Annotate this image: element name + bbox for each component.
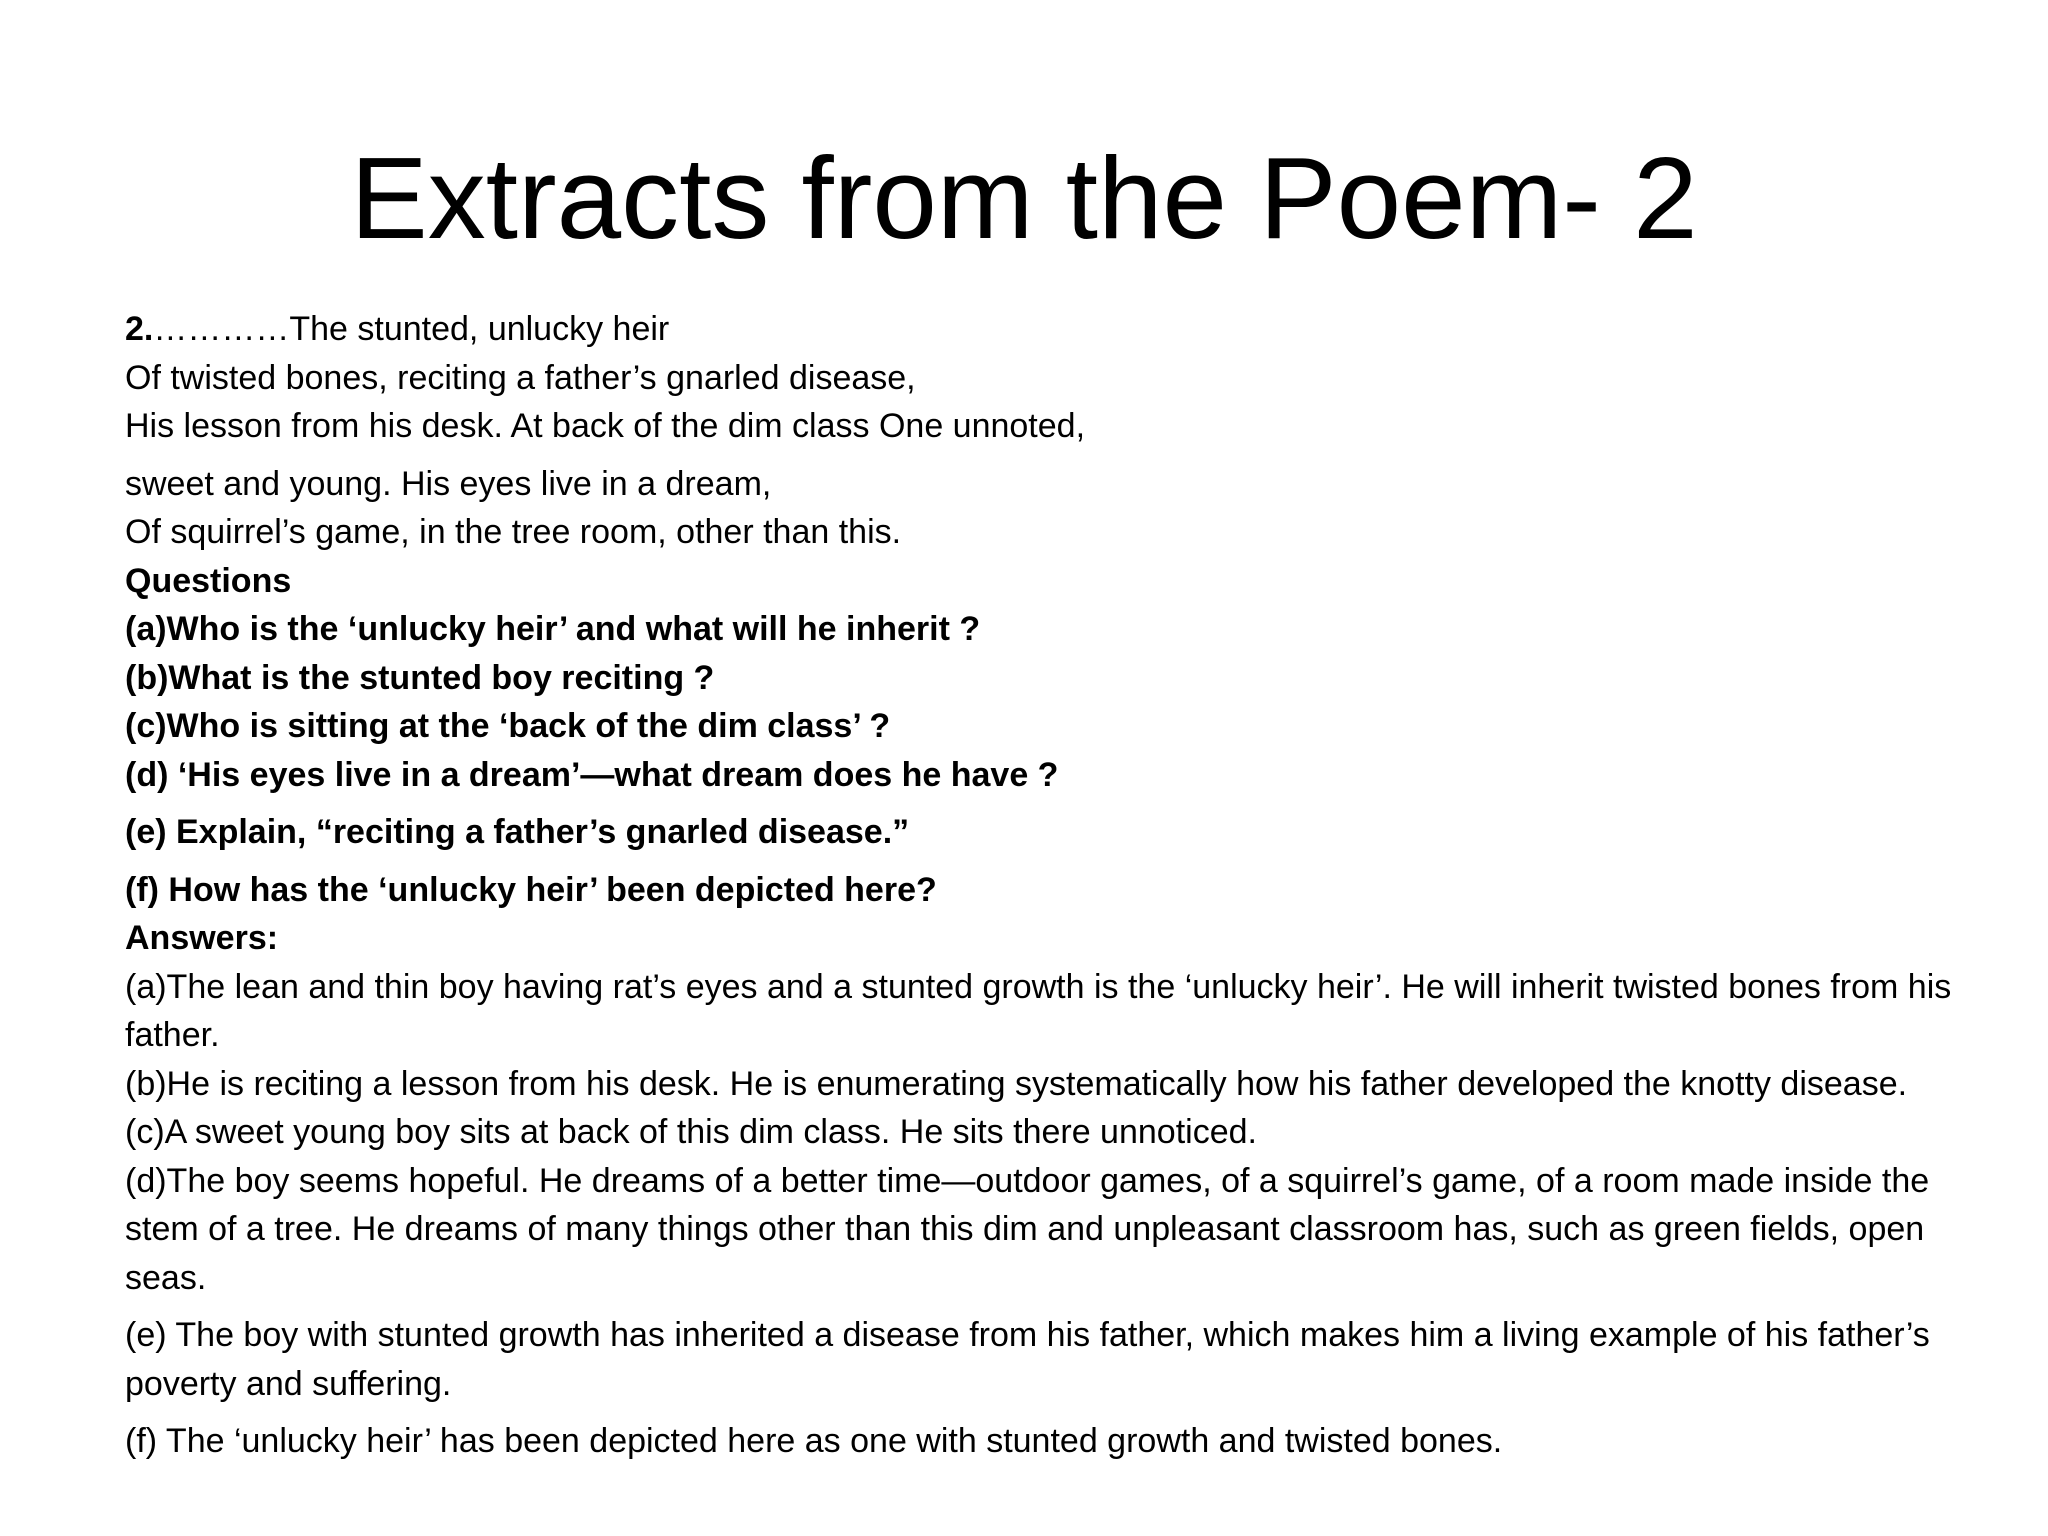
answer-item: (a)The lean and thin boy having rat’s eyes and a stunted growth is the ‘unlucky heir’. He will inherit twisted bones from his father.	[125, 967, 1952, 1054]
answer-item: (f) The ‘unlucky heir’ has been depicted here as one with stunted growth and twisted bones.	[125, 1422, 1503, 1460]
poem-extract	[125, 305, 1955, 557]
extract-line: Of twisted bones, reciting a father’s gnarled disease,	[125, 358, 916, 397]
extract-line: sweet and young. His eyes live in a dream,	[125, 464, 772, 503]
questions-section	[125, 557, 1955, 915]
extract-line-text: …………The stunted, unlucky heir	[153, 310, 670, 348]
extract-line: Of squirrel’s game, in the tree room, other than this.	[125, 513, 902, 551]
answers-section	[125, 914, 1955, 1466]
answers-heading: Answers:	[125, 919, 279, 957]
question-item: (a)Who is the ‘unlucky heir’ and what will he inherit ?	[125, 610, 981, 648]
answer-item: (b)He is reciting a lesson from his desk. He is enumerating systematically how his father developed the knotty disease.	[125, 1064, 1908, 1103]
answer-item: (e) The boy with stunted growth has inherited a disease from his father, which makes him a living example of his father’s poverty and suffering.	[125, 1316, 1930, 1403]
question-item: (b)What is the stunted boy reciting ?	[125, 658, 715, 697]
extract-number: 2.	[125, 310, 154, 348]
slide-title: Extracts from the Poem- 2	[350, 133, 1698, 263]
question-item: (c)Who is sitting at the ‘back of the dim class’ ?	[125, 707, 891, 745]
question-item: (d) ‘His eyes live in a dream’—what dream does he have ?	[125, 755, 1059, 794]
answer-item: (c)A sweet young boy sits at back of this dim class. He sits there unnoticed.	[125, 1113, 1257, 1151]
questions-heading: Questions	[125, 561, 292, 600]
question-item: (e) Explain, “reciting a father’s gnarled disease.”	[125, 813, 910, 851]
extract-line	[125, 305, 1955, 354]
extract-line: His lesson from his desk. At back of the dim class One unnoted,	[125, 407, 1086, 445]
answer-item: (d)The boy seems hopeful. He dreams of a better time—outdoor games, of a squirrel’s game, of a room made inside the stem of a tree. He dreams of many things other than this dim and unpleasant classroom has, such as green fields, open seas.	[125, 1161, 1930, 1297]
question-item: (f) How has the ‘unlucky heir’ been depicted here?	[125, 870, 937, 909]
slide-content	[125, 305, 1955, 1466]
